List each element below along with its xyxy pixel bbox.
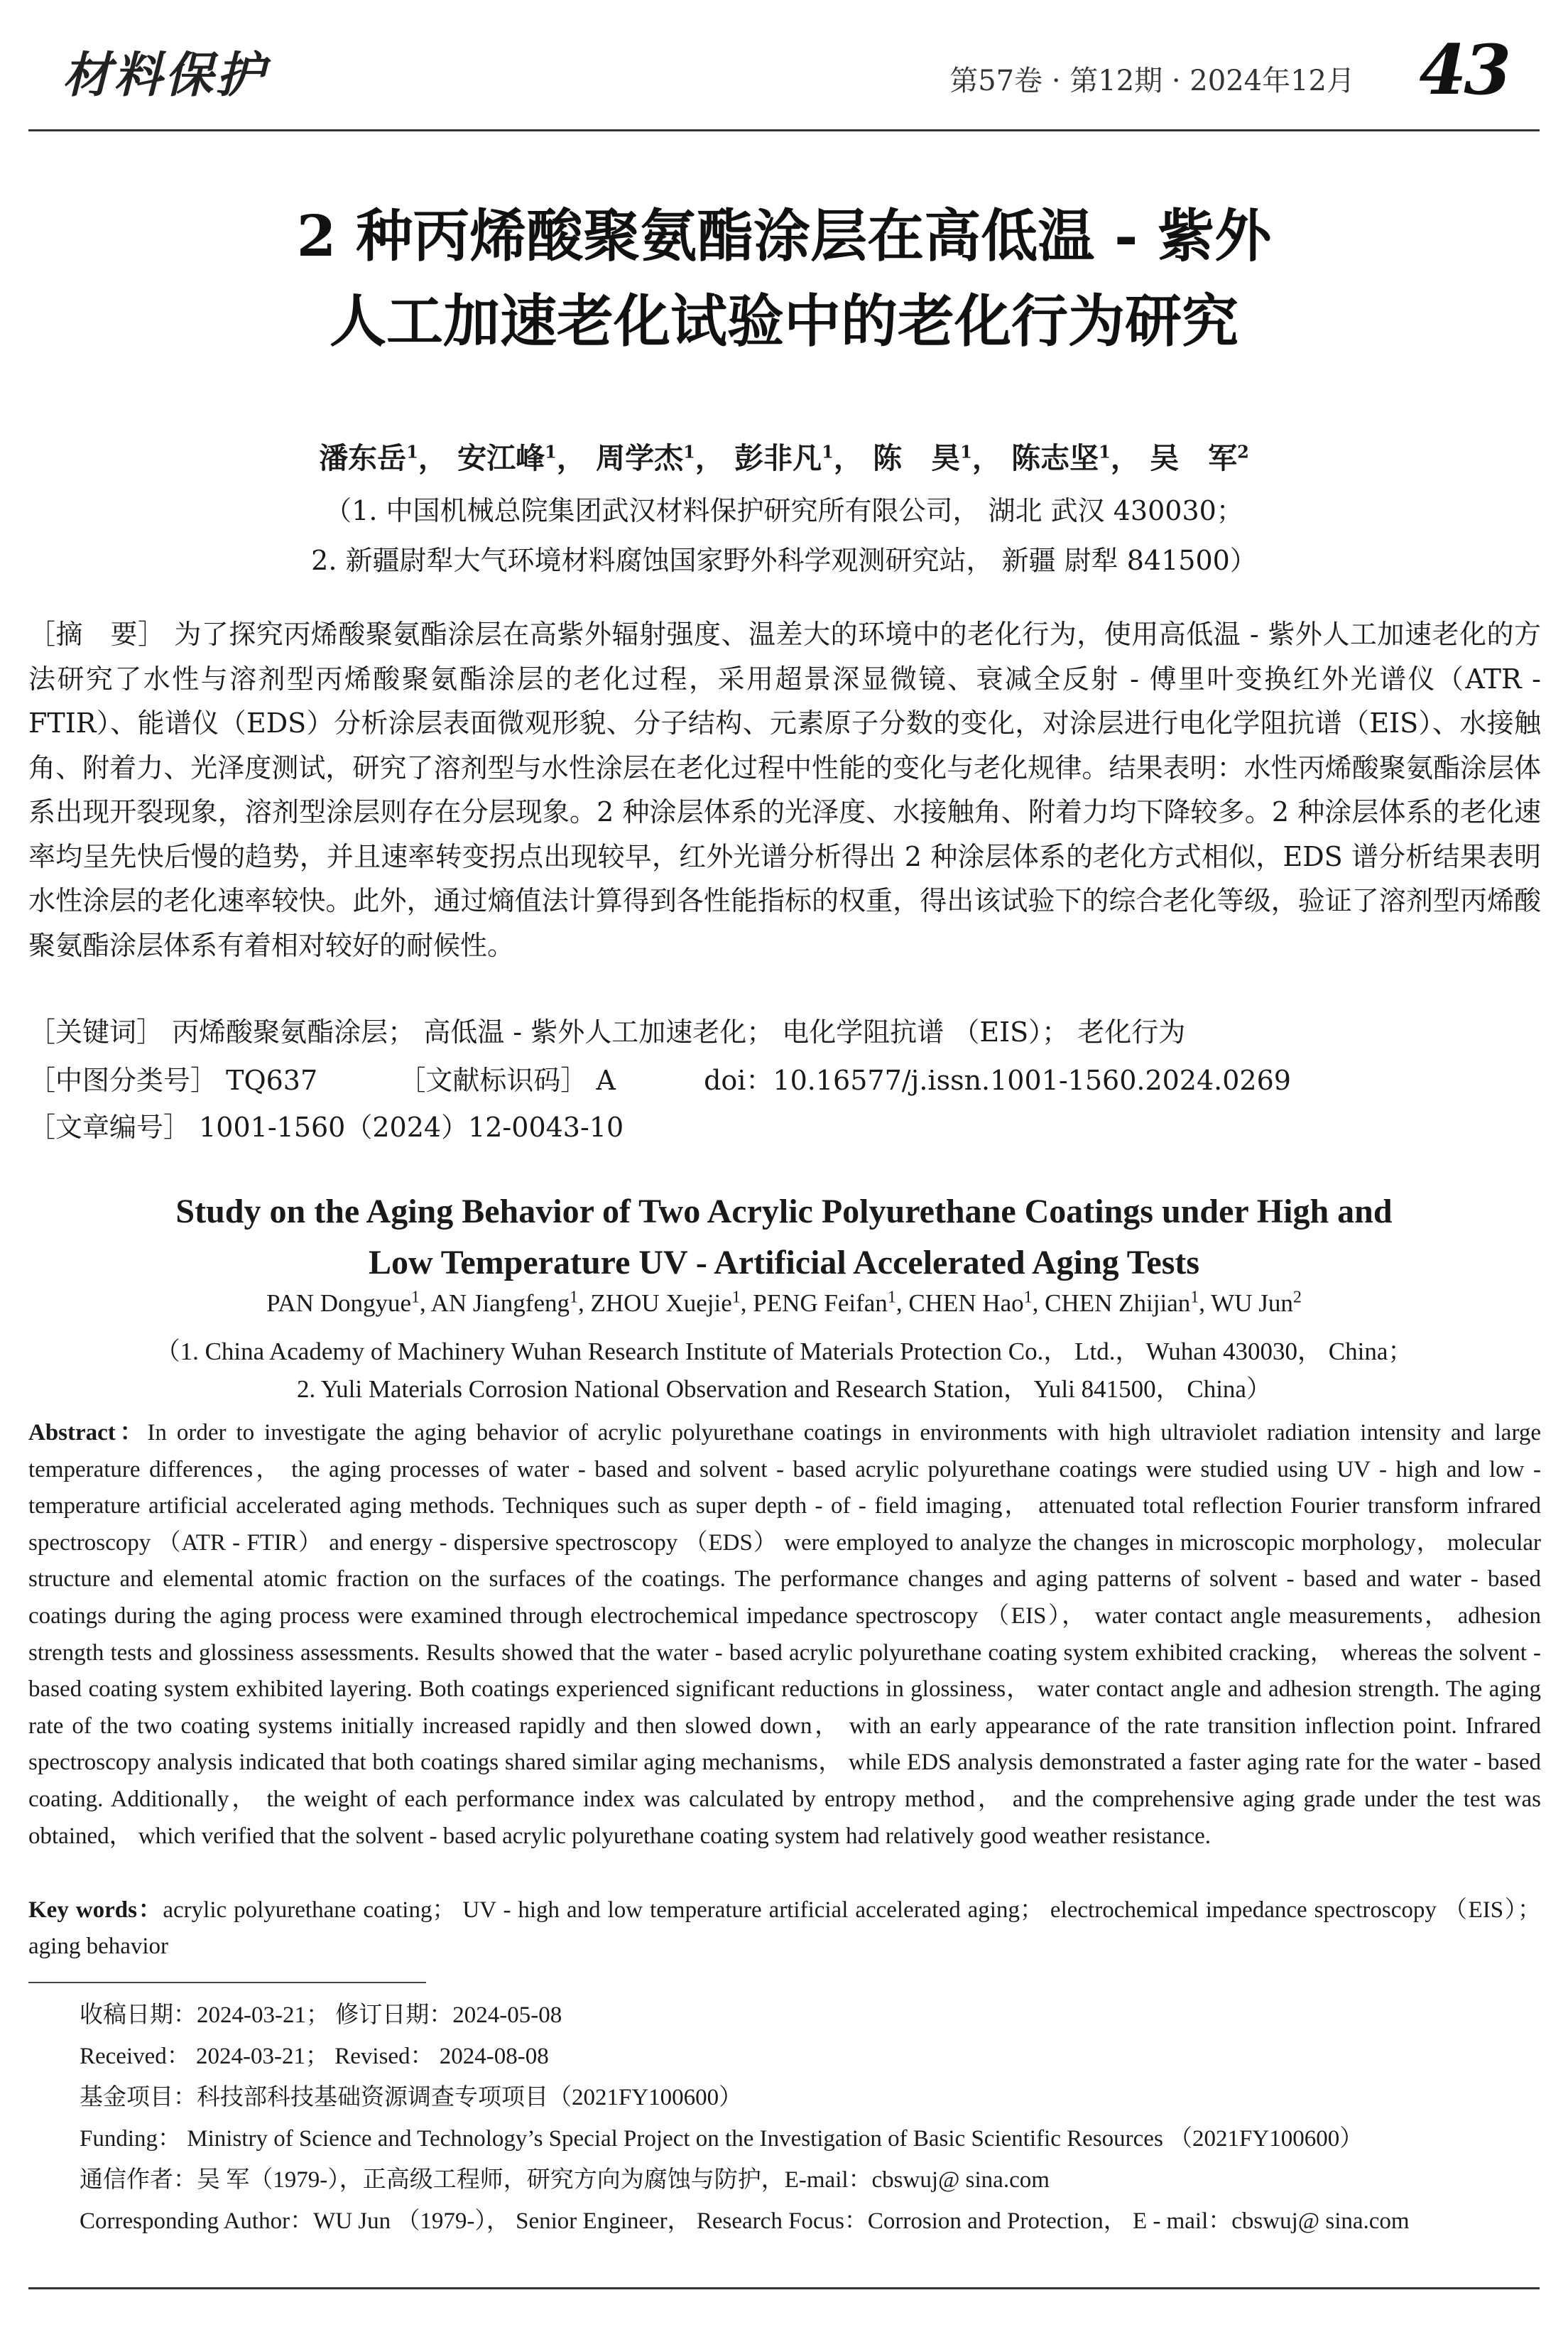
author-en: PENG Feifan$^1$ [753, 1288, 896, 1317]
page-number: 43 [1419, 30, 1508, 110]
abstract-cn-label: ［摘 要］ [28, 619, 165, 650]
title-en [0, 1186, 1568, 1289]
received-date-en: Received： 2024-03-21； Revised： 2024-08-08 [80, 2044, 549, 2069]
title-en-line2: Low Temperature UV - Artificial Accelerated Aging Tests [368, 1244, 1200, 1281]
footer-divider [28, 2287, 1540, 2289]
abstract-cn [28, 612, 1541, 967]
classification-line [28, 1058, 1541, 1097]
title-en-line1: Study on the Aging Behavior of Two Acrylic Polyurethane Coatings under High and [175, 1193, 1393, 1230]
author-en: CHEN Zhijian$^1$ [1045, 1288, 1199, 1317]
author-en: ZHOU Xuejie$^1$ [590, 1288, 741, 1317]
keywords-en-label: Key words： [28, 1897, 163, 1923]
author-cn: 彭非凡$^1$ [734, 441, 834, 475]
keywords-cn-text: 丙烯酸聚氨酯涂层； 高低温 - 紫外人工加速老化； 电化学阻抗谱 （EIS）； 老化行为 [172, 1016, 1186, 1048]
author-cn: 周学杰$^1$ [596, 441, 695, 475]
doc-code-label: ［文献标识码］ [398, 1065, 588, 1096]
keywords-en [28, 1892, 1541, 1965]
issue-info: 第57卷 · 第12期 · 2024年12月 [949, 65, 1355, 97]
funding-en: Funding： Ministry of Science and Technology’s Special Project on the Investigation of Basic Scientific Resources （2021FY100600） [80, 2126, 1363, 2152]
author-cn: 安江峰$^1$ [457, 441, 557, 475]
author-cn: 吴 军$^2$ [1150, 441, 1249, 475]
abstract-en [28, 1415, 1541, 1855]
journal-name: 材料保护 [62, 47, 268, 104]
abstract-en-text: In order to investigate the aging behavior of acrylic polyurethane coatings in environments with high ultraviolet radiation intensity and large temperature differences， the aging processes of water - based and solvent - based acrylic polyurethane coatings were studied using UV - high and low - temperature artificial accelerated aging methods. Techniques such as super depth - of - field imaging， attenuated total reflection Fourier transform infrared spectroscopy （ATR - FTIR） and energy - dispersive spectroscopy （EDS） were employed to analyze the changes in microscopic morphology， molecular structure and elemental atomic fraction on the surfaces of the coatings. The performance changes and aging patterns of solvent - based and water - based coatings during the aging process were examined through electrochemical impedance spectroscopy （EIS）， water contact angle measurements， adhesion strength tests and glossiness assessments. Results showed that the water - based acrylic polyurethane coating system exhibited cracking， whereas the solvent - based coating system exhibited layering. Both coatings experienced significant reductions in glossiness， water contact angle and adhesion strength. The aging rate of the two coating systems initially increased rapidly and then slowed down， with an early appearance of the rate transition inflection point. Infrared spectroscopy analysis indicated that both coatings shared similar aging mechanisms， while EDS analysis demonstrated a faster aging rate for the water - based coating. Additionally， the weight of each performance index was calculated by entropy method， and the comprehensive aging grade under the test was obtained， which verified that the solvent - based acrylic polyurethane coating system had relatively good weather resistance. [28, 1420, 1541, 1849]
author-en: PAN Dongyue$^1$ [266, 1288, 420, 1317]
title-cn [0, 193, 1568, 364]
article-number-label: ［文章编号］ [28, 1112, 191, 1143]
keywords-cn-label: ［关键词］ [28, 1016, 164, 1048]
title-cn-line2: 人工加速老化试验中的老化行为研究 [330, 288, 1238, 354]
doi[interactable]: doi：10.16577/j.issn.1001-1560.2024.0269 [704, 1065, 1291, 1096]
footnote-divider [28, 1982, 426, 1983]
clc-value: TQ637 [226, 1065, 318, 1096]
article-number [28, 1105, 624, 1144]
doc-code-value: A [596, 1065, 616, 1096]
header-divider [28, 129, 1540, 131]
clc-label: ［中图分类号］ [28, 1065, 218, 1096]
article-number-value: 1001-1560（2024）12-0043-10 [199, 1112, 624, 1143]
author-cn: 潘东岳$^1$ [319, 441, 418, 475]
received-date-cn: 收稿日期：2024-03-21； 修订日期：2024-05-08 [80, 2002, 562, 2028]
author-en: CHEN Hao$^1$ [908, 1288, 1033, 1317]
author-en: AN Jiangfeng$^1$ [430, 1288, 578, 1317]
authors-en: PAN Dongyue$^1$, AN Jiangfeng$^1$, ZHOU Xuejie$^1$, PENG Feifan$^1$, CHEN Hao$^1$, CHEN Zhijian$^1$, WU Jun$^2$ [266, 1288, 1302, 1317]
corresponding-author-en: Corresponding Author：WU Jun （1979-）， Senior Engineer， Research Focus：Corrosion and Protection， E - mail：cbswuj@ sina.com [80, 2208, 1410, 2234]
title-cn-line1: 2 种丙烯酸聚氨酯涂层在高低温 - 紫外 [296, 202, 1272, 269]
abstract-cn-text: 为了探究丙烯酸聚氨酯涂层在高紫外辐射强度、温差大的环境中的老化行为，使用高低温 - 紫外人工加速老化的方法研究了水性与溶剂型丙烯酸聚氨酯涂层的老化过程，采用超景深显微镜、衰减全反射 - 傅里叶变换红外光谱仪（ATR - FTIR）、能谱仪（EDS）分析涂层表面微观形貌、分子结构、元素原子分数的变化，对涂层进行电化学阻抗谱（EIS）、水接触角、附着力、光泽度测试，研究了溶剂型与水性涂层在老化过程中性能的变化与老化规律。结果表明：水性丙烯酸聚氨酯涂层体系出现开裂现象，溶剂型涂层则存在分层现象。2 种涂层体系的光泽度、水接触角、附着力均下降较多。2 种涂层体系的老化速率均呈先快后慢的趋势，并且速率转变拐点出现较早，红外光谱分析得出 2 种涂层体系的老化方式相似，EDS 谱分析结果表明水性涂层的老化速率较快。此外，通过熵值法计算得到各性能指标的权重，得出该试验下的综合老化等级，验证了溶剂型丙烯酸聚氨酯涂层体系有着相对较好的耐候性。 [28, 619, 1541, 961]
author-cn: 陈 昊$^1$ [873, 441, 972, 475]
author-en: WU Jun$^2$ [1211, 1288, 1302, 1317]
keywords-en-text: acrylic polyurethane coating； UV - high and low temperature artificial accelerated aging； electrochemical impedance spectroscopy （EIS）； aging behavior [28, 1897, 1541, 1959]
author-cn: 陈志坚$^1$ [1011, 441, 1111, 475]
corresponding-author-cn: 通信作者：吴 军（1979-），正高级工程师，研究方向为腐蚀与防护，E-mail：cbswuj@ sina.com [80, 2167, 1050, 2193]
affiliation-cn-2: 2. 新疆尉犁大气环境材料腐蚀国家野外科学观测研究站， 新疆 尉犁 841500） [311, 545, 1257, 576]
keywords-cn [28, 1010, 1185, 1049]
abstract-en-label: Abstract： [28, 1420, 148, 1446]
funding-cn: 基金项目：科技部科技基础资源调查专项项目（2021FY100600） [80, 2085, 743, 2110]
affiliation-en-1: （1. China Academy of Machinery Wuhan Research Institute of Materials Protection Co.， Ltd.， Wuhan 430030， China； [155, 1338, 1413, 1365]
authors-cn: 潘东岳$^1$， 安江峰$^1$， 周学杰$^1$， 彭非凡$^1$， 陈 昊$^1$， 陈志坚$^1$， 吴 军$^2$ [319, 441, 1249, 475]
affiliation-en-2: 2. Yuli Materials Corrosion National Observation and Research Station， Yuli 841500， China） [297, 1375, 1271, 1403]
affiliation-cn-1: （1. 中国机械总院集团武汉材料保护研究所有限公司， 湖北 武汉 430030； [325, 495, 1243, 526]
